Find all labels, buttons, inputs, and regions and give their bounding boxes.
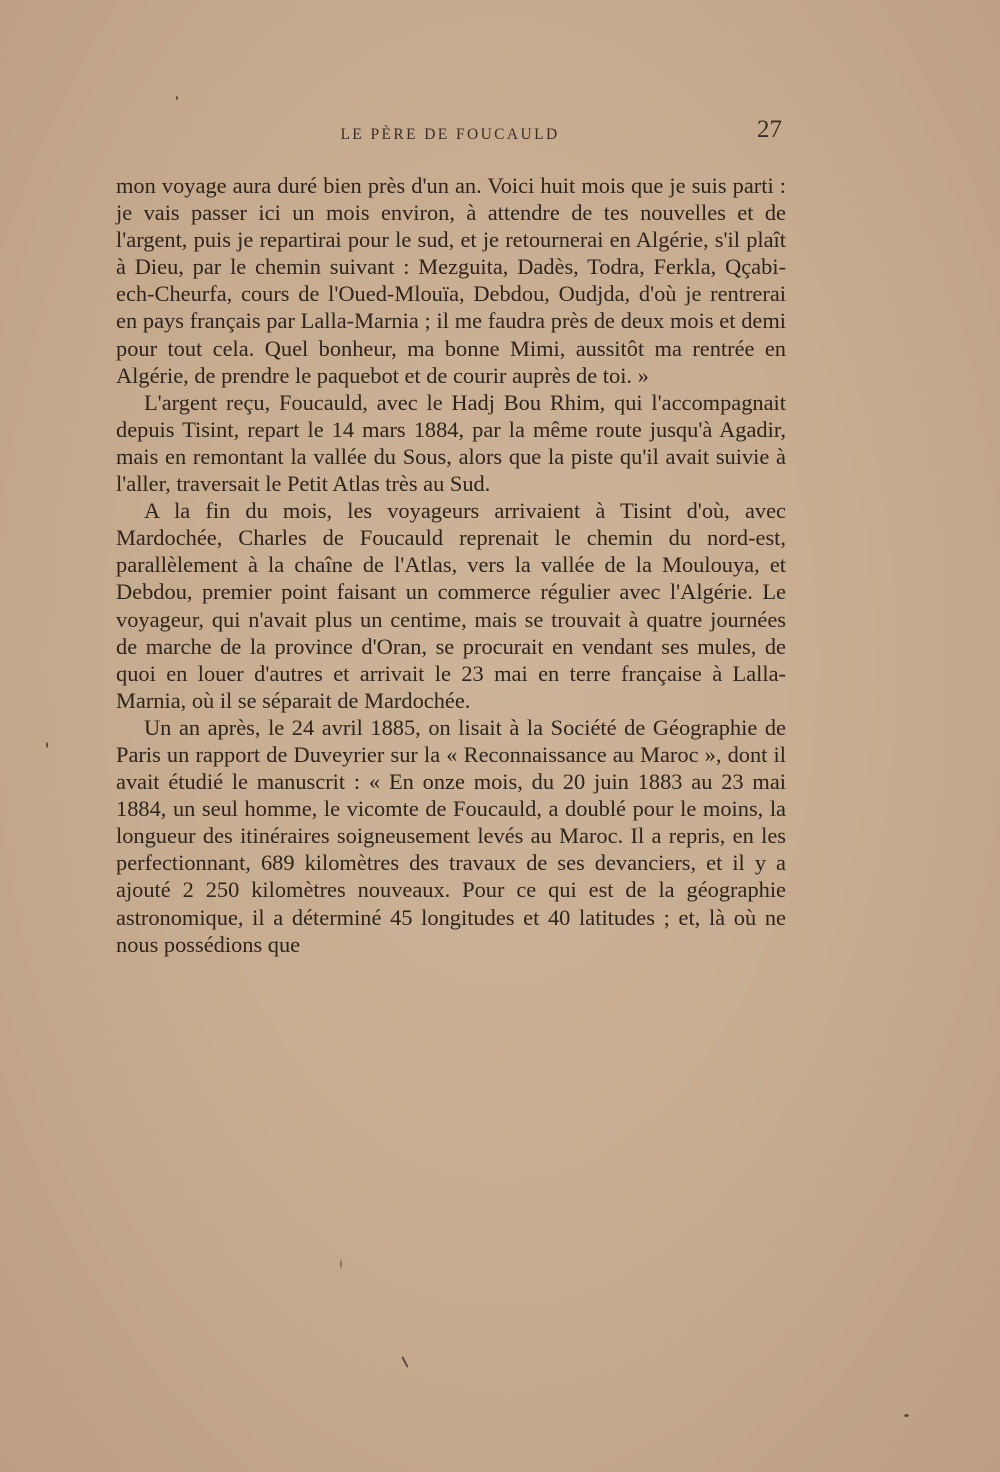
running-title: LE PÈRE DE FOUCAULD bbox=[340, 126, 560, 143]
paper-speck bbox=[401, 1356, 408, 1368]
paper-speck bbox=[340, 1260, 342, 1268]
page-header bbox=[112, 116, 788, 152]
body-text bbox=[116, 172, 786, 958]
paper-speck bbox=[176, 96, 178, 100]
paragraph: A la fin du mois, les voyageurs arrivaient à Tisint d'où, avec Mardochée, Charles de Foucauld reprenait le chemin du nord-est, parallèlement à la chaîne de l'Atlas, vers la vallée de la Moulouya, et Debdou, premier point faisant un commerce régulier avec l'Algérie. Le voyageur, qui n'avait plus un centime, mais se trouvait à quatre journées de marche de la province d'Oran, se procurait en vendant ses mules, de quoi en louer d'autres et arrivait le 23 mai en terre française à Lalla-Marnia, où il se séparait de Mardochée. bbox=[116, 498, 786, 713]
paper-speck bbox=[46, 742, 48, 748]
page-number: 27 bbox=[757, 116, 782, 143]
paper-speck bbox=[904, 1414, 909, 1417]
paragraph: Un an après, le 24 avril 1885, on lisait à la Société de Géographie de Paris un rapport de Duveyrier sur la « Reconnaissance au Maroc », dont il avait étudié le manuscrit : « En onze mois, du 20 juin 1883 au 23 mai 1884, un seul homme, le vicomte de Foucauld, a doublé pour le moins, la longueur des itinéraires soigneusement levés au Maroc. Il a repris, en les perfectionnant, 689 kilomètres des travaux de ses devanciers, et il y a ajouté 2 250 kilomètres nouveaux. Pour ce qui est de la géographie astronomique, il a déterminé 45 longitudes et 40 latitudes ; et, là où ne nous possédions que bbox=[116, 714, 786, 957]
paragraph: L'argent reçu, Foucauld, avec le Hadj Bou Rhim, qui l'accompagnait depuis Tisint, repart le 14 mars 1884, par la même route jusqu'à Agadir, mais en remontant la vallée du Sous, alors que la piste qu'il avait suivie à l'aller, traversait le Petit Atlas très au Sud. bbox=[116, 389, 786, 497]
paragraph-continuation: mon voyage aura duré bien près d'un an. Voici huit mois que je suis parti : je vais passer ici un mois environ, à attendre de tes nouvelles et de l'argent, puis je repartirai pour le sud, et je retournerai en Algérie, s'il plaît à Dieu, par le chemin suivant : Mezguita, Dadès, Todra, Ferkla, Qçabi-ech-Cheurfa, cours de l'Oued-Mlouïa, Debdou, Oudjda, d'où je rentrerai en pays français par Lalla-Marnia ; il me faudra près de deux mois et demi pour tout cela. Quel bonheur, ma bonne Mimi, aussitôt ma rentrée en Algérie, de prendre le paquebot et de courir auprès de toi. » bbox=[116, 173, 786, 388]
